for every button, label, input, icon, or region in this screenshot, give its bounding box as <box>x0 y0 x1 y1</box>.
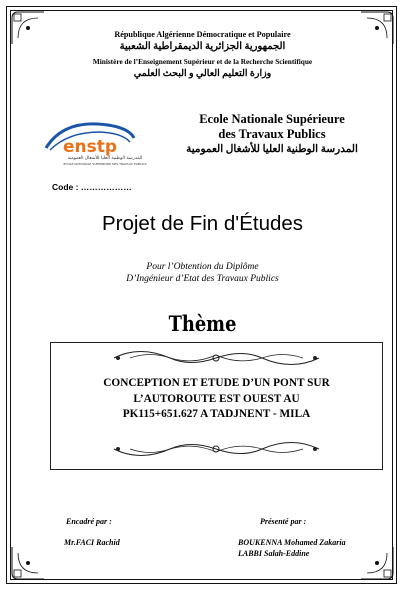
school-name-line-1: Ecole Nationale Supérieure <box>199 112 345 126</box>
supervisor-name: Mr.FACI Rachid <box>64 538 120 547</box>
project-title-line-1: CONCEPTION ET ETUDE D’UN PONT SUR <box>103 377 330 389</box>
presented-by-label: Présenté par : <box>260 517 307 526</box>
project-title-line-3: PK115+651.627 A TADJNENT - MILA <box>122 408 311 420</box>
corner-ornament-bottom-left <box>8 543 48 583</box>
logo-caption-ar: المدرسة الوطنية العليا للأشغال العمومية <box>67 156 143 161</box>
subtitle-engineer: D’Ingénieur d’Etat des Travaux Publics <box>126 274 279 284</box>
project-title-line-2: L’AUTOROUTE EST OUEST AU <box>133 392 300 405</box>
corner-ornament-bottom-right <box>357 543 397 583</box>
republic-name-ar: الجمهورية الجزائرية الديمقراطية الشعبية <box>119 41 286 52</box>
student-name-1: BOUKENNA Mohamed Zakaria <box>238 538 346 547</box>
project-title <box>50 376 383 423</box>
scroll-ornament-top <box>110 347 323 369</box>
logo-wordmark: enstp <box>62 137 118 157</box>
scroll-ornament-bottom <box>110 438 323 460</box>
supervisor-label: Encadré par : <box>66 517 112 526</box>
subtitle-diploma: Pour l’Obtention du Diplôme <box>146 262 259 272</box>
theme-heading: Thème <box>168 311 237 336</box>
student-name-2: LABBI Salah-Eddine <box>238 549 310 558</box>
logo-caption-fr: ECOLE NATIONALE SUPERIEURE DES TRAVAUX PUBLICS <box>63 162 147 166</box>
school-name-ar: المدرسة الوطنية العليا للأشغال العمومية <box>186 144 358 155</box>
ministry-name-fr: Ministère de l’Enseignement Supérieur et de la Recherche Scientifique <box>92 57 313 66</box>
ministry-name-ar: وزارة التعليم العالي و البحث العلمي <box>133 69 272 79</box>
school-name-line-2: des Travaux Publics <box>218 127 326 141</box>
code-line: Code : ……………… <box>52 182 132 192</box>
republic-name-fr: République Algérienne Démocratique et Populaire <box>114 30 291 39</box>
page-title: Projet de Fin d'Études <box>101 212 304 235</box>
page-border-inner <box>10 10 393 580</box>
